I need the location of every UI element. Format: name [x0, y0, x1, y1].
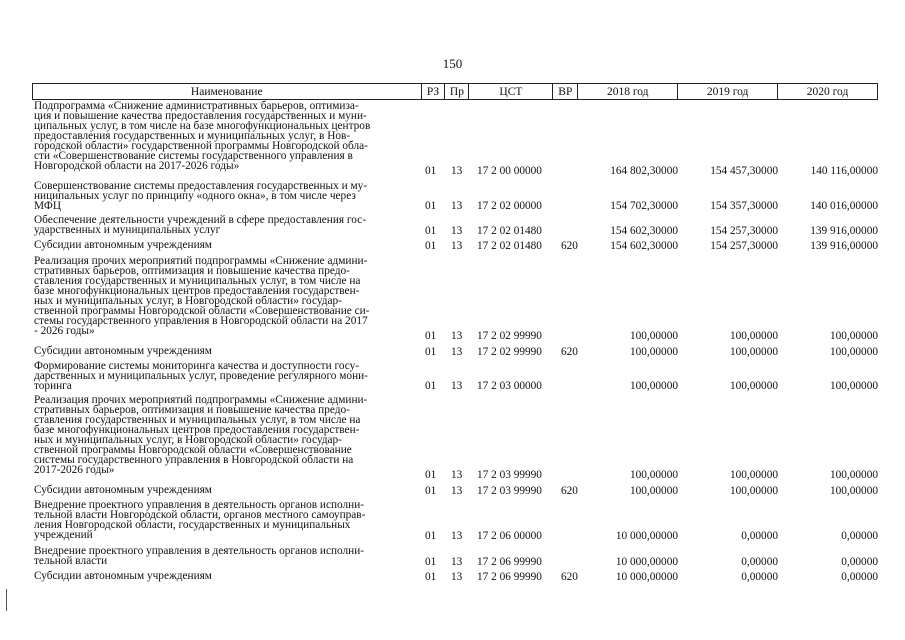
table-row: [32, 571, 878, 583]
row-name: Обеспечение деятельности учреждений в сфере предоставления гос- ударственных и муниципальных услуг: [34, 214, 366, 236]
row-cst: 17 2 02 99990: [477, 330, 542, 342]
row-name: Субсидии автономным учреждениям: [34, 239, 212, 251]
row-name: Подпрограмма «Снижение административных барьеров, оптимиза- ция и повышение качества предоставления государственных и муни- ципальных услуг, в том числе на базе многофункциональных центров предоставления государственных и муниципальных услуг, в Нов- городской области» государственной программы Новгородской обла- сти «Совершенствование системы государственного управления в Новгородской области на 2017-2026 годы»: [34, 100, 371, 172]
row-vr: 620: [561, 240, 578, 252]
row-2019: 100,00000: [729, 485, 778, 497]
row-2020: 0,00000: [841, 571, 878, 583]
row-2019: 154 457,30000: [710, 165, 778, 177]
margin-mark: [6, 589, 7, 611]
row-name: Субсидии автономным учреждениям: [34, 345, 212, 357]
row-2019: 154 357,30000: [710, 200, 778, 212]
table-row: [32, 546, 878, 568]
table-row: [32, 101, 878, 177]
row-cst: 17 2 02 00000: [477, 200, 542, 212]
row-rz: 01: [425, 469, 437, 481]
row-rz: 01: [425, 165, 437, 177]
table-row: [32, 240, 878, 252]
row-2020: 100,00000: [829, 469, 878, 481]
table-row: [32, 500, 878, 542]
header-vr: ВР: [553, 84, 578, 100]
row-2018: 154 602,30000: [610, 225, 678, 237]
row-2018: 10 000,00000: [615, 571, 678, 583]
row-cst: 17 2 02 99990: [477, 346, 542, 358]
row-2019: 100,00000: [729, 346, 778, 358]
table-row: [32, 395, 878, 481]
row-pr: 13: [451, 380, 463, 392]
row-2018: 154 602,30000: [610, 240, 678, 252]
page-number: 150: [442, 56, 463, 71]
row-2019: 100,00000: [729, 469, 778, 481]
header-name: Наименование: [33, 84, 422, 100]
header-2020: 2020 год: [778, 84, 878, 100]
row-2020: 139 916,00000: [810, 240, 878, 252]
row-2018: 100,00000: [629, 346, 678, 358]
row-pr: 13: [451, 165, 463, 177]
row-2018: 10 000,00000: [615, 556, 678, 568]
row-pr: 13: [451, 330, 463, 342]
row-vr: 620: [561, 485, 578, 497]
table-row: [32, 346, 878, 358]
row-cst: 17 2 03 99990: [477, 485, 542, 497]
row-cst: 17 2 06 99990: [477, 556, 542, 568]
row-cst: 17 2 03 00000: [477, 380, 542, 392]
row-rz: 01: [425, 485, 437, 497]
table-row: [32, 485, 878, 497]
row-pr: 13: [451, 485, 463, 497]
row-rz: 01: [425, 556, 437, 568]
row-2019: 100,00000: [729, 380, 778, 392]
row-2020: 100,00000: [829, 485, 878, 497]
row-rz: 01: [425, 240, 437, 252]
row-2018: 100,00000: [629, 330, 678, 342]
row-cst: 17 2 03 99990: [477, 469, 542, 481]
row-2020: 140 016,00000: [810, 200, 878, 212]
row-name: Внедрение проектного управления в деятельность органов исполни- тельной власти Новгородской области, органов местного самоуправ- ления Новгородской области, государственных и муниципальных учреждений: [34, 499, 366, 541]
row-cst: 17 2 06 00000: [477, 530, 542, 542]
row-rz: 01: [425, 346, 437, 358]
row-rz: 01: [425, 330, 437, 342]
row-rz: 01: [425, 225, 437, 237]
row-rz: 01: [425, 200, 437, 212]
row-2019: 0,00000: [741, 556, 778, 568]
row-name: Совершенствование системы предоставления государственных и му- ниципальных услуг по принципу «одного окна», в том числе через МФЦ: [34, 180, 368, 212]
row-vr: 620: [561, 346, 578, 358]
row-cst: 17 2 02 01480: [477, 240, 542, 252]
table-header: [32, 83, 878, 100]
row-2018: 164 802,30000: [610, 165, 678, 177]
row-2019: 100,00000: [729, 330, 778, 342]
row-rz: 01: [425, 380, 437, 392]
row-name: Реализация прочих мероприятий подпрограммы «Снижение админи- стративных барьеров, оптимизация и повышение качества предо- ставления государственных и муниципальных услуг, в том числе на базе многофункциональных центров предоставления государствен- ных и муниципальных услуг, в Новгородской области» государ- ственной программы Новгородской области «Совершенствование си- стемы государственного управления в Новгородской области на 2017 - 2026 годы»: [34, 255, 370, 337]
row-2020: 139 916,00000: [810, 225, 878, 237]
row-pr: 13: [451, 240, 463, 252]
row-name: Субсидии автономным учреждениям: [34, 484, 212, 496]
row-pr: 13: [451, 346, 463, 358]
row-pr: 13: [451, 556, 463, 568]
table-row: [32, 215, 878, 237]
table-row: [32, 181, 878, 212]
row-name: Реализация прочих мероприятий подпрограммы «Снижение админи- стративных барьеров, оптимизация и повышение качества предо- ставления государственных и муниципальных услуг, в том числе на базе многофункциональных центров предоставления государствен- ных и муниципальных услуг, в Новгородской области» государ- ственной программы Новгородской области «Совершенствование системы государственного управления в Новгородской области на 2017-2026 годы»: [34, 394, 368, 476]
row-cst: 17 2 02 01480: [477, 225, 542, 237]
row-pr: 13: [451, 530, 463, 542]
row-2020: 100,00000: [829, 346, 878, 358]
row-2019: 0,00000: [741, 571, 778, 583]
row-rz: 01: [425, 571, 437, 583]
header-pr: Пр: [445, 84, 469, 100]
header-2019: 2019 год: [678, 84, 778, 100]
row-2018: 100,00000: [629, 485, 678, 497]
table-row: [32, 256, 878, 342]
row-name: Субсидии автономным учреждениям: [34, 570, 212, 582]
header-2018: 2018 год: [578, 84, 678, 100]
row-2019: 154 257,30000: [710, 225, 778, 237]
row-name: Внедрение проектного управления в деятельность органов исполни- тельной власти: [34, 545, 365, 567]
row-2020: 0,00000: [841, 556, 878, 568]
row-pr: 13: [451, 200, 463, 212]
row-pr: 13: [451, 225, 463, 237]
row-pr: 13: [451, 469, 463, 481]
row-cst: 17 2 00 00000: [477, 165, 542, 177]
row-name: Формирование системы мониторинга качества и доступности госу- дарственных и муниципальных услуг, проведение регулярного мони- торинга: [34, 360, 368, 392]
row-2020: 100,00000: [829, 380, 878, 392]
row-2018: 154 702,30000: [610, 200, 678, 212]
row-pr: 13: [451, 571, 463, 583]
header-rz: РЗ: [421, 84, 445, 100]
row-rz: 01: [425, 530, 437, 542]
row-2018: 10 000,00000: [615, 530, 678, 542]
row-2019: 154 257,30000: [710, 240, 778, 252]
row-2020: 140 116,00000: [810, 165, 878, 177]
row-2019: 0,00000: [741, 530, 778, 542]
row-2020: 0,00000: [841, 530, 878, 542]
table-row: [32, 361, 878, 392]
row-cst: 17 2 06 99990: [477, 571, 542, 583]
row-2018: 100,00000: [629, 380, 678, 392]
row-2018: 100,00000: [629, 469, 678, 481]
row-2020: 100,00000: [829, 330, 878, 342]
header-cst: ЦСТ: [469, 84, 553, 100]
row-vr: 620: [561, 571, 578, 583]
